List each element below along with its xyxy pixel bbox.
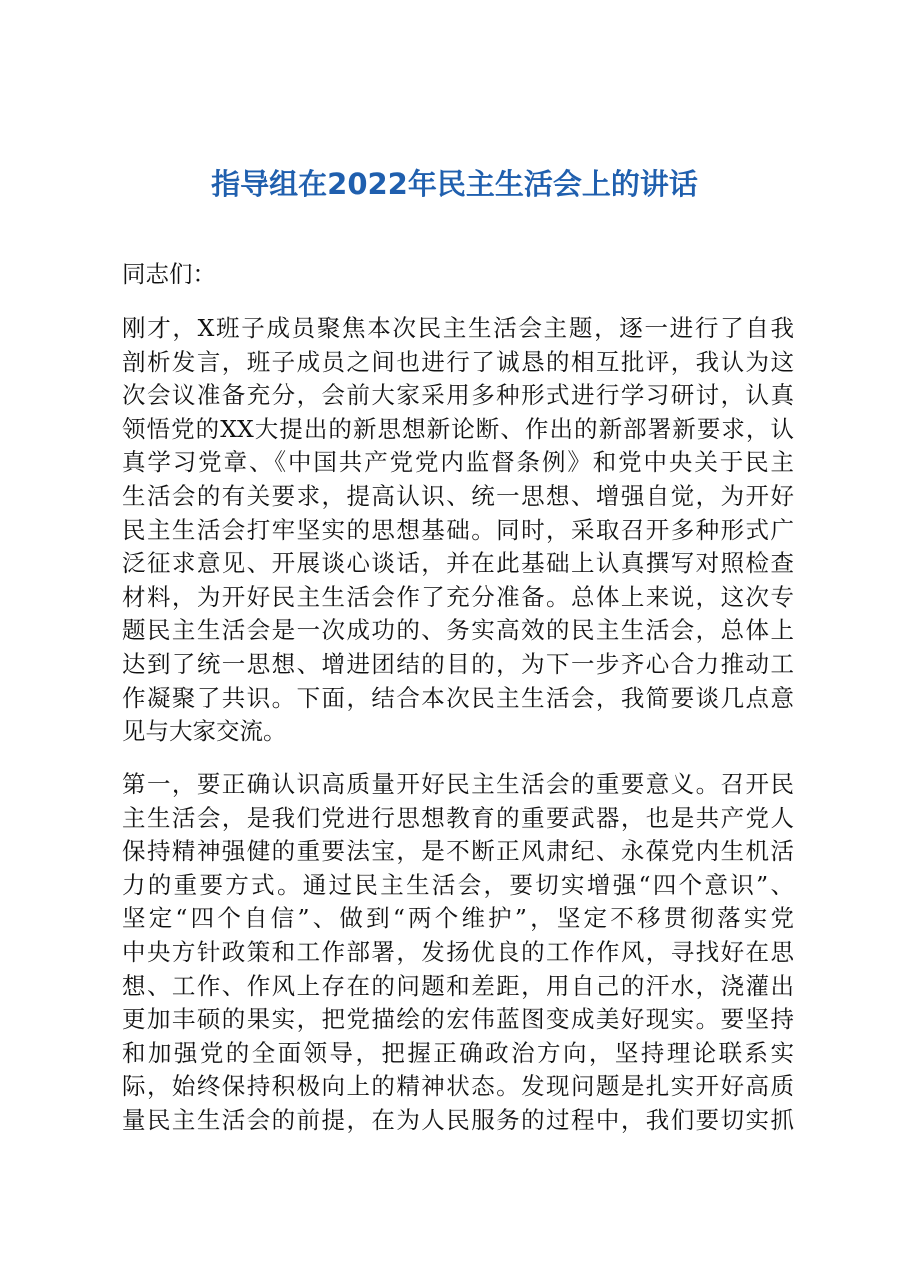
paragraph-1 xyxy=(122,312,794,749)
paragraph-line: 生活会的有关要求，提高认识、统一思想、增强自觉，为开好 xyxy=(122,481,794,510)
paragraph-line: 量民主生活会的前提，在为人民服务的过程中，我们要切实抓 xyxy=(122,1105,794,1134)
salutation: 同志们： xyxy=(122,260,216,288)
paragraph-line: 剖析发言，班子成员之间也进行了诚恳的相互批评，我认为这 xyxy=(122,347,794,376)
paragraph-line: 材料，为开好民主生活会作了充分准备。总体上来说，这次专 xyxy=(122,582,794,611)
document-title: 指导组在2022年民主生活会上的讲话 xyxy=(211,167,698,201)
paragraph-line: 民主生活会打牢坚实的思想基础。同时，采取召开多种形式广 xyxy=(122,515,794,544)
paragraph-line: 真学习党章、《中国共产党党内监督条例》和党中央关于民主 xyxy=(122,448,794,477)
paragraph-line: 第一，要正确认识高质量开好民主生活会的重要意义。召开民 xyxy=(122,770,794,798)
paragraph-line: 际，始终保持积极向上的精神状态。发现问题是扎实开好高质 xyxy=(122,1072,794,1101)
paragraph-line: 坚定“四个自信”、做到“两个维护”，坚定不移贯彻落实党 xyxy=(122,904,794,933)
paragraph-line: 见与大家交流。 xyxy=(122,717,287,746)
paragraph-line: 达到了统一思想、增进团结的目的，为下一步齐心合力推动工 xyxy=(122,649,794,678)
paragraph-2 xyxy=(122,768,794,1138)
paragraph-line: 题民主生活会是一次成功的、务实高效的民主生活会，总体上 xyxy=(122,616,794,645)
paragraph-line: 泛征求意见、开展谈心谈话，并在此基础上认真撰写对照检查 xyxy=(122,549,794,578)
paragraph-line: 领悟党的XX大提出的新思想新论断、作出的新部署新要求，认 xyxy=(122,414,794,443)
paragraph-line: 主生活会，是我们党进行思想教育的重要武器，也是共产党人 xyxy=(122,803,794,832)
paragraph-line: 刚才，X班子成员聚焦本次民主生活会主题，逐一进行了自我 xyxy=(122,314,794,342)
paragraph-line: 更加丰硕的果实，把党描绘的宏伟蓝图变成美好现实。要坚持 xyxy=(122,1005,794,1034)
paragraph-line: 力的重要方式。通过民主生活会，要切实增强“四个意识”、 xyxy=(122,870,794,899)
paragraph-line: 次会议准备充分，会前大家采用多种形式进行学习研讨，认真 xyxy=(122,381,794,410)
paragraph-line: 和加强党的全面领导，把握正确政治方向，坚持理论联系实 xyxy=(122,1038,794,1067)
paragraph-line: 想、工作、作风上存在的问题和差距，用自己的汗水，浇灌出 xyxy=(122,971,794,1000)
paragraph-line: 保持精神强健的重要法宝，是不断正风肃纪、永葆党内生机活 xyxy=(122,837,794,866)
paragraph-line: 作凝聚了共识。下面，结合本次民主生活会，我简要谈几点意 xyxy=(122,683,794,712)
paragraph-line: 中央方针政策和工作部署，发扬优良的工作作风，寻找好在思 xyxy=(122,937,794,966)
